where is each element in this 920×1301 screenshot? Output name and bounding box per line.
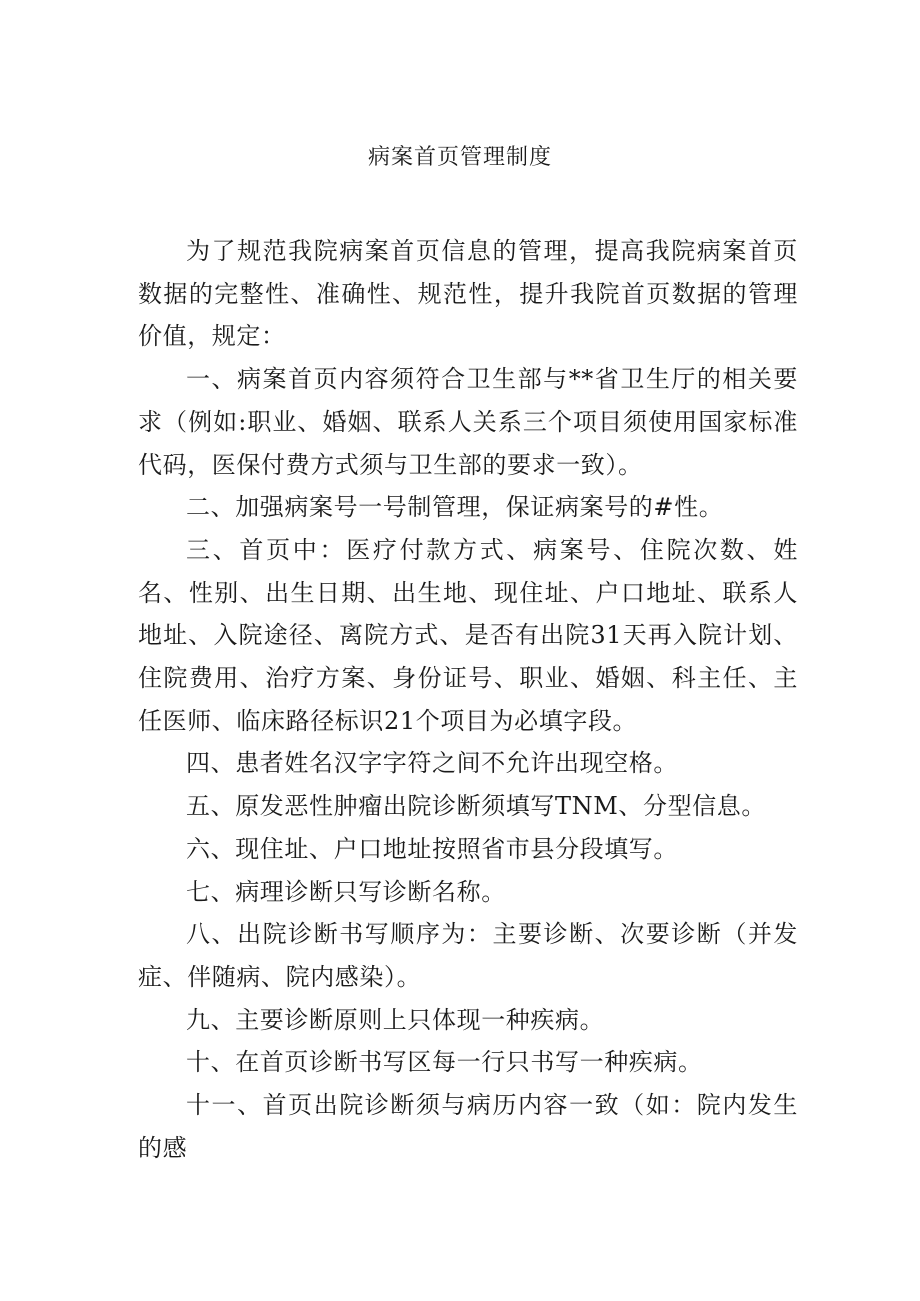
paragraph-item-11: 十一、首页出院诊断须与病历内容一致（如：院内发生的感 <box>138 1091 798 1162</box>
paragraph-item-2: 二、加强病案号一号制管理，保证病案号的#性。 <box>186 493 724 522</box>
paragraph-item-5: 五、原发恶性肿瘤出院诊断须填写TNM、分型信息。 <box>186 792 766 821</box>
paragraph-item-6: 六、现住址、户口地址按照省市县分段填写。 <box>186 834 678 863</box>
paragraph-item-1: 一、病案首页内容须符合卫生部与**省卫生厅的相关要求（例如:职业、婚姻、联系人关系三个项目须使用国家标准代码，医保付费方式须与卫生部的要求一致）。 <box>138 365 798 479</box>
paragraph-item-4: 四、患者姓名汉字字符之间不允许出现空格。 <box>186 749 678 778</box>
document-body <box>138 230 798 1169</box>
document-title: 病案首页管理制度 <box>367 145 552 170</box>
paragraph-item-7: 七、病理诊断只写诊断名称。 <box>186 877 506 906</box>
paragraph-preamble: 为了规范我院病案首页信息的管理，提高我院病案首页数据的完整性、准确性、规范性，提升我院首页数据的管理价值，规定： <box>138 237 798 351</box>
paragraph-item-3: 三、首页中：医疗付款方式、病案号、住院次数、姓名、性别、出生日期、出生地、现住址、户口地址、联系人地址、入院途径、离院方式、是否有出院31天再入院计划、住院费用、治疗方案、身份证号、职业、婚姻、科主任、主任医师、临床路径标识21个项目为必填字段。 <box>138 535 798 735</box>
paragraph-item-8: 八、出院诊断书写顺序为：主要诊断、次要诊断（并发症、伴随病、院内感染）。 <box>138 920 798 991</box>
paragraph-item-9: 九、主要诊断原则上只体现一种疾病。 <box>186 1005 605 1034</box>
paragraph-item-10: 十、在首页诊断书写区每一行只书写一种疾病。 <box>186 1048 703 1077</box>
